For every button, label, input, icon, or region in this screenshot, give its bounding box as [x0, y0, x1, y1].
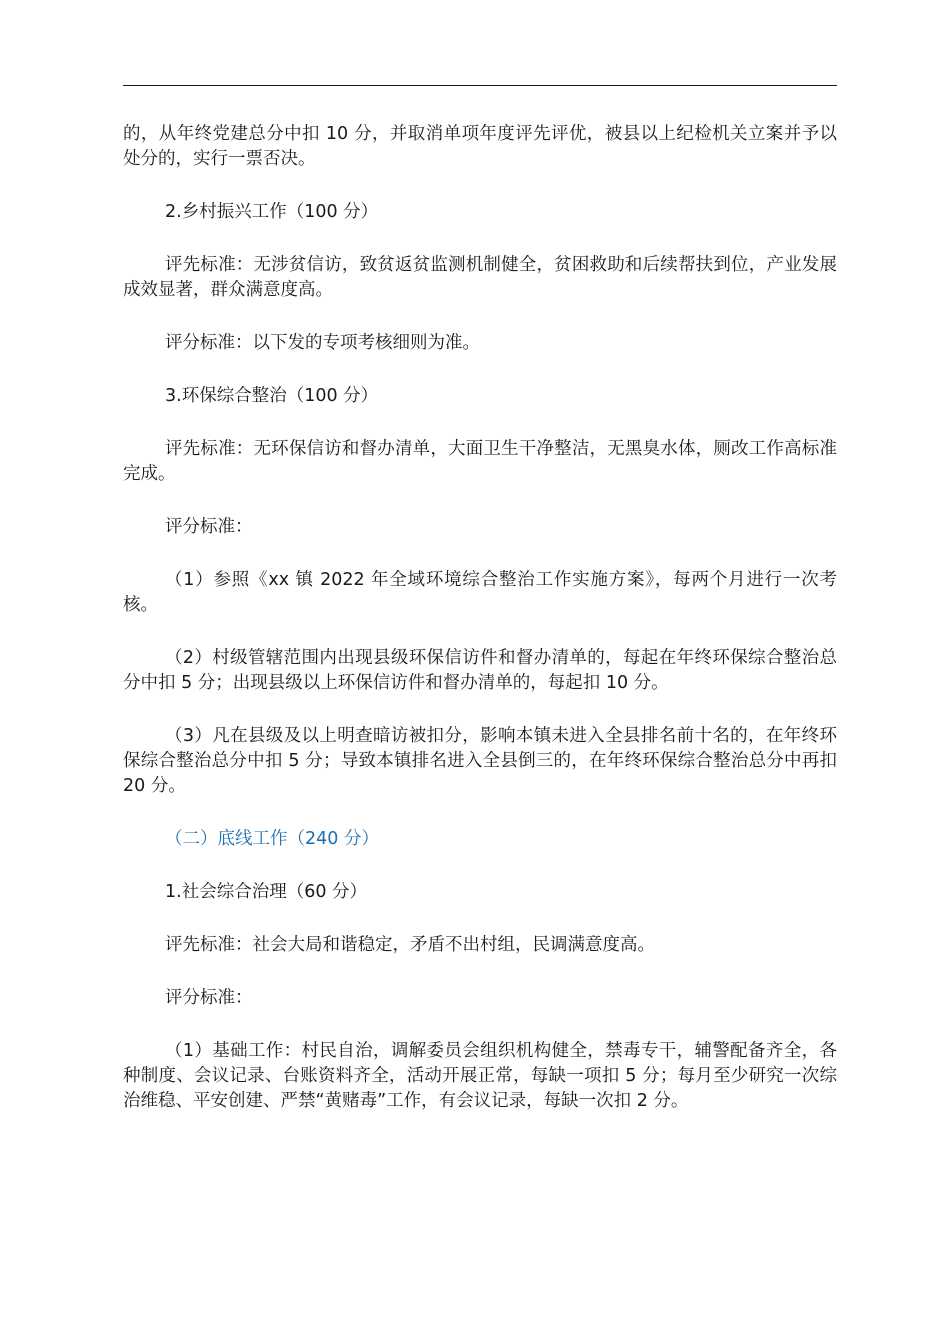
- paragraph-environment-item-3: （3）凡在县级及以上明查暗访被扣分，影响本镇未进入全县排名前十名的，在年终环保综合整治总分中扣 5 分；导致本镇排名进入全县倒三的，在年终环保综合整治总分中再扣 20 分。: [123, 726, 837, 796]
- header-rule: [123, 85, 837, 86]
- document-body: [123, 122, 837, 1142]
- paragraph-continuation: 的，从年终党建总分中扣 10 分，并取消单项年度评先评优，被县以上纪检机关立案并予以处分的，实行一票否决。: [123, 124, 838, 169]
- paragraph-rural-scoring-criteria: 评分标准：以下发的专项考核细则为准。: [165, 333, 480, 353]
- paragraph-social-excellence-criteria: 评先标准：社会大局和谐稳定，矛盾不出村组，民调满意度高。: [165, 935, 655, 955]
- section-heading-rural-revitalization: 2.乡村振兴工作（100 分）: [165, 202, 379, 222]
- paragraph-environment-scoring-label: 评分标准：: [165, 517, 253, 537]
- paragraph-social-item-1: （1）基础工作：村民自治，调解委员会组织机构健全，禁毒专干，辅警配备齐全，各种制度、会议记录、台账资料齐全，活动开展正常，每缺一项扣 5 分；每月至少研究一次综治维稳、平安创建、严禁“黄赌毒”工作，有会议记录，每缺一次扣 2 分。: [123, 1041, 837, 1111]
- paragraph-environment-excellence-criteria: 评先标准：无环保信访和督办清单，大面卫生干净整洁，无黑臭水体，厕改工作高标准完成。: [123, 439, 837, 484]
- paragraph-rural-excellence-criteria: 评先标准：无涉贫信访，致贫返贫监测机制健全，贫困救助和后续帮扶到位，产业发展成效显著，群众满意度高。: [123, 255, 837, 300]
- section-heading-bottom-line: （二）底线工作（240 分）: [165, 829, 379, 849]
- paragraph-environment-item-2: （2）村级管辖范围内出现县级环保信访件和督办清单的，每起在年终环保综合整治总分中扣 5 分；出现县级以上环保信访件和督办清单的，每起扣 10 分。: [123, 648, 837, 693]
- section-heading-social-governance: 1.社会综合治理（60 分）: [165, 882, 368, 902]
- paragraph-social-scoring-label: 评分标准：: [165, 988, 253, 1008]
- section-heading-environment: 3.环保综合整治（100 分）: [165, 386, 379, 406]
- paragraph-environment-item-1: （1）参照《xx 镇 2022 年全域环境综合整治工作实施方案》，每两个月进行一次考核。: [123, 570, 837, 615]
